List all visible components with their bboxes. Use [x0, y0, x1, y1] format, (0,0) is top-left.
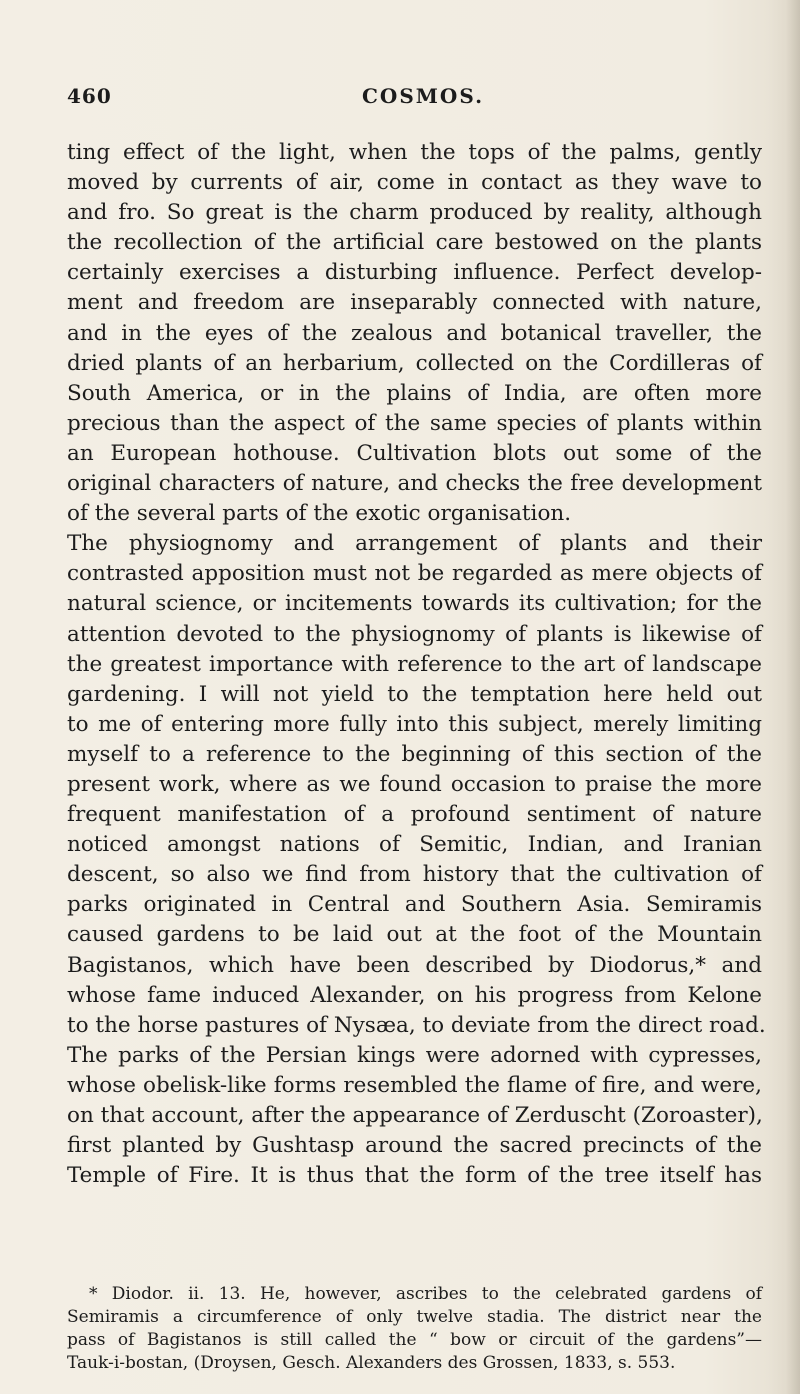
page-edge-shadow: [786, 0, 800, 1394]
text-line: parks originated in Central and Southern Asia. Semiramis: [67, 892, 762, 918]
text-line: attention devoted to the physiognomy of plants is likewise of: [67, 621, 762, 647]
text-line: whose fame induced Alexander, on his progress from Kelone: [67, 982, 762, 1008]
text-line: South America, or in the plains of India, are often more: [67, 380, 762, 406]
page-header: [67, 84, 742, 114]
text-line: ting effect of the light, when the tops of the palms, gently: [67, 140, 762, 165]
text-line: myself to a reference to the beginning of this section of the: [67, 741, 762, 767]
text-line: ment and freedom are inseparably connected with nature,: [67, 290, 762, 316]
text-line: descent, so also we find from history that the cultivation of: [67, 862, 762, 888]
text-line: original characters of nature, and checks the free development: [67, 471, 762, 497]
text-line: gardening. I will not yield to the temptation here held out: [67, 681, 762, 707]
text-line: the greatest importance with reference to the art of landscape: [67, 651, 762, 677]
text-line: moved by currents of air, come in contact as they wave to: [67, 170, 762, 196]
text-line: dried plants of an herbarium, collected on the Cordilleras of: [67, 350, 762, 376]
text-line: an European hothouse. Cultivation blots out some of the: [67, 440, 762, 466]
text-line: contrasted apposition must not be regarded as mere objects of: [67, 561, 762, 587]
footnote: [67, 1283, 762, 1375]
text-line: the recollection of the artificial care bestowed on the plants: [67, 230, 762, 256]
text-line: natural science, or incitements towards its cultivation; for the: [67, 591, 762, 617]
text-line: on that account, after the appearance of Zerduscht (Zoroaster),: [67, 1103, 763, 1128]
text-line: certainly exercises a disturbing influence. Perfect develop-: [67, 260, 762, 286]
text-line: frequent manifestation of a profound sentiment of nature: [67, 802, 762, 828]
page-number: 460: [67, 84, 112, 108]
running-head: COSMOS.: [362, 84, 485, 108]
text-line: to me of entering more fully into this subject, merely limiting: [67, 711, 762, 737]
footnote-line: pass of Bagistanos is still called the “ bow or circuit of the gardens”—: [67, 1330, 762, 1350]
text-line: noticed amongst nations of Semitic, Indian, and Iranian: [67, 832, 762, 858]
text-line: of the several parts of the exotic organisation.: [67, 501, 572, 527]
text-line: Bagistanos, which have been described by Diodorus,* and: [67, 952, 762, 978]
footnote-line: Tauk-i-bostan, (Droysen, Gesch. Alexanders des Grossen, 1833, s. 553.: [67, 1353, 676, 1373]
text-line: The parks of the Persian kings were adorned with cypresses,: [67, 1042, 762, 1068]
text-line: precious than the aspect of the same species of plants within: [67, 410, 762, 436]
text-line: whose obelisk-like forms resembled the flame of fire, and were,: [67, 1072, 762, 1098]
text-line: and fro. So great is the charm produced by reality, although: [67, 200, 762, 226]
text-line: present work, where as we found occasion to praise the more: [67, 771, 762, 797]
text-line: The physiognomy and arrangement of plants and their: [67, 531, 762, 557]
text-line: to the horse pastures of Nysæa, to deviate from the direct road.: [67, 1012, 766, 1038]
text-line: caused gardens to be laid out at the foot of the Mountain: [67, 922, 762, 948]
text-line: Temple of Fire. It is thus that the form of the tree itself has: [67, 1163, 762, 1189]
footnote-line: Semiramis a circumference of only twelve stadia. The district near the: [67, 1307, 762, 1327]
text-line: first planted by Gushtasp around the sacred precincts of the: [67, 1133, 762, 1159]
text-line: and in the eyes of the zealous and botanical traveller, the: [67, 320, 762, 346]
body-text: [67, 138, 766, 1191]
footnote-line: * Diodor. ii. 13. He, however, ascribes to the celebrated gardens of: [89, 1284, 762, 1304]
